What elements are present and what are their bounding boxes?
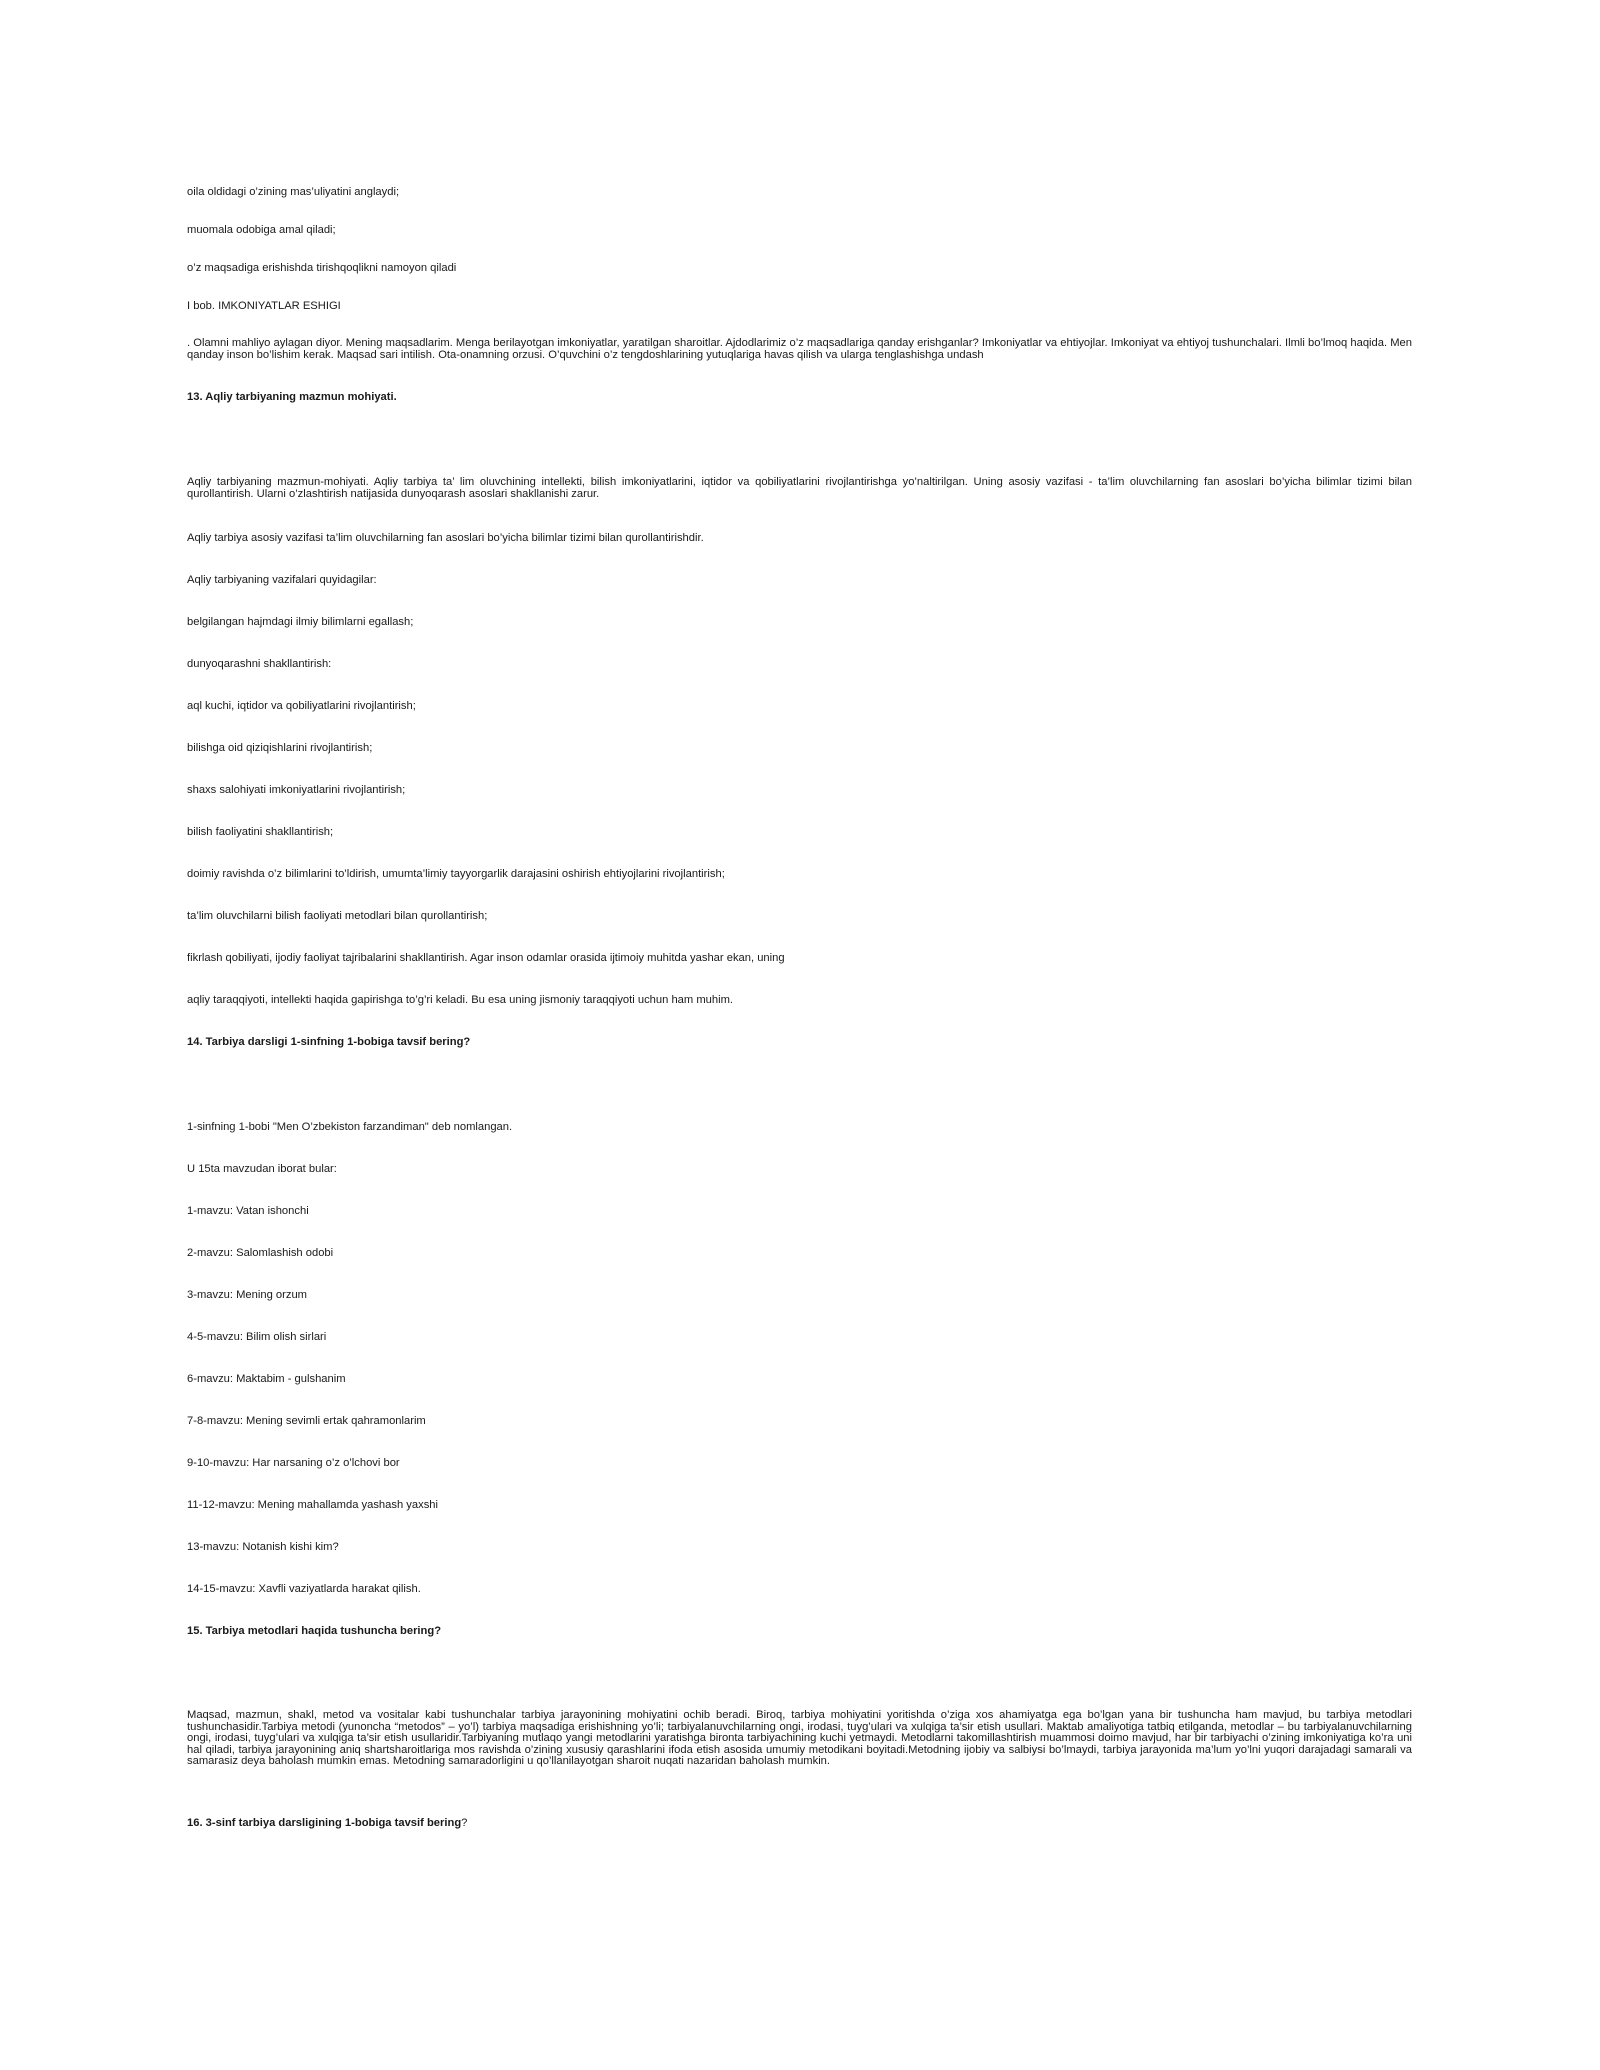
list-item: aql kuchi, iqtidor va qobiliyatlarini rivojlantirish; xyxy=(187,700,416,712)
section-heading-13: 13. Aqliy tarbiyaning mazmun mohiyati. xyxy=(187,391,397,403)
topic-item: 2-mavzu: Salomlashish odobi xyxy=(187,1247,334,1259)
topic-item: 6-mavzu: Maktabim - gulshanim xyxy=(187,1373,346,1385)
text-line: muomala odobiga amal qiladi; xyxy=(187,224,336,236)
topic-item: 4-5-mavzu: Bilim olish sirlari xyxy=(187,1331,327,1343)
section-15-paragraph: Maqsad, mazmun, shakl, metod va vositalar kabi tushunchalar tarbiya jarayonining mohiyatini ochib beradi. Biroq, tarbiya mohiyatini yoritishda o’ziga xos ahamiyatga ega bo’lgan yana bir tushuncha ham mavjud, bu tarbiya metodlari tushunchasidir.Tarbiya metodi (yunoncha “metodos” – yo’l) tarbiya maqsadiga erishishning yo’li; tarbiyalanuvchilarning ongi, irodasi, tuyg’ulari va xulqiga ta’sir etish usullari. Maktab amaliyotiga tatbiq etilganda, metodlar – bu tarbiyalanuvchilarning ongi, irodasi, tuyg’ulari va xulqiga ta’sir etish usullaridir.Tarbiyaning mutlaqo yangi metodlarini yaratishga bironta tarbiyachining kuchi yetmaydi. Metodlarni takomillashtirish muammosi doimo mavjud, har bir tarbiyachi o’zining imkoniyatiga ko’ra uni hal qiladi, tarbiya jarayonining aniq shartsharoitlariga mos ravishda o’zining xususiy qarashlarini ifoda etish asosida umumiy metodikani boyitadi.Metodning ijobiy va salbiysi bo’lmaydi, tarbiya jarayonida ma’lum yo’lni yuqori darajadagi samarali va samarasiz deya baholash mumkin emas. Metodning samaradorligini u qo’llanilayotgan sharoit nuqati nazaridan baholash mumkin. xyxy=(187,1709,1412,1767)
section-heading-14: 14. Tarbiya darsligi 1-sinfning 1-bobiga tavsif bering? xyxy=(187,1036,471,1048)
section-heading-16-text: 16. 3-sinf tarbiya darsligining 1-bobiga tavsif bering xyxy=(187,1817,462,1829)
topic-item: 11-12-mavzu: Mening mahallamda yashash yaxshi xyxy=(187,1499,439,1511)
text-line: o’z maqsadiga erishishda tirishqoqlikni namoyon qiladi xyxy=(187,262,457,274)
list-item: ta’lim oluvchilarni bilish faoliyati metodlari bilan qurollantirish; xyxy=(187,910,488,922)
topic-item: 1-mavzu: Vatan ishonchi xyxy=(187,1205,309,1217)
topic-item: 7-8-mavzu: Mening sevimli ertak qahramonlarim xyxy=(187,1415,426,1427)
text-line: oila oldidagi o’zining mas’uliyatini anglaydi; xyxy=(187,186,400,198)
section-heading-16 xyxy=(187,1817,1412,1830)
topic-item: 3-mavzu: Mening orzum xyxy=(187,1289,307,1301)
list-item: belgilangan hajmdagi ilmiy bilimlarni egallash; xyxy=(187,616,414,628)
text-line: Aqliy tarbiyaning vazifalari quyidagilar: xyxy=(187,574,377,586)
topic-item: 13-mavzu: Notanish kishi kim? xyxy=(187,1541,339,1553)
text-line: Aqliy tarbiya asosiy vazifasi ta’lim oluvchilarning fan asoslari bo’yicha bilimlar tizimi bilan qurollantirishdir. xyxy=(187,532,704,544)
chapter-heading: I bob. IMKONIYATLAR ESHIGI xyxy=(187,300,341,312)
question-mark: ? xyxy=(461,1817,468,1829)
list-item: shaxs salohiyati imkoniyatlarini rivojlantirish; xyxy=(187,784,406,796)
section-heading-15: 15. Tarbiya metodlari haqida tushuncha bering? xyxy=(187,1625,442,1637)
list-item: dunyoqarashni shakllantirish: xyxy=(187,658,332,670)
chapter-summary-paragraph: . Olamni mahliyo aylagan diyor. Mening maqsadlarim. Menga berilayotgan imkoniyatlar, yaratilgan sharoitlar. Ajdodlarimiz o’z maqsadlariga qanday erishganlar? Imkoniyatlar va ehtiyojlar. Imkoniyat va ehtiyoj tushunchalari. Ilmli bo’lmoq haqida. Men qanday inson bo’lishim kerak. Maqsad sari intilish. Ota-onamning orzusi. O’quvchini o’z tengdoshlarining yutuqlariga havas qilish va ularga tenglashishga undash xyxy=(187,337,1412,361)
topic-item: 14-15-mavzu: Xavfli vaziyatlarda harakat qilish. xyxy=(187,1583,421,1595)
text-line: aqliy taraqqiyoti, intellekti haqida gapirishga to’g’ri keladi. Bu esa uning jismoniy taraqqiyoti uchun ham muhim. xyxy=(187,994,733,1006)
section-13-paragraph: Aqliy tarbiyaning mazmun-mohiyati. Aqliy tarbiya ta’ lim oluvchining intellekti, bilish imkoniyatlarini, iqtidor va qobiliyatlarini rivojlantirishga yo’naltirilgan. Uning asosiy vazifasi - ta’lim oluvchilarning fan asoslari bo’yicha bilimlar tizimi bilan qurollantirish. Ularni o’zlashtirish natijasida dunyoqarash asoslari shakllanishi zarur. xyxy=(187,476,1412,500)
list-item: bilish faoliyatini shakllantirish; xyxy=(187,826,334,838)
topic-item: 9-10-mavzu: Har narsaning o’z o’lchovi bor xyxy=(187,1457,400,1469)
text-line: U 15ta mavzudan iborat bular: xyxy=(187,1163,337,1175)
list-item: doimiy ravishda o’z bilimlarini to’ldirish, umumta’limiy tayyorgarlik darajasini oshirish ehtiyojlarini rivojlantirish; xyxy=(187,868,725,880)
list-item: bilishga oid qiziqishlarini rivojlantirish; xyxy=(187,742,373,754)
list-item: fikrlash qobiliyati, ijodiy faoliyat tajribalarini shakllantirish. Agar inson odamlar orasida ijtimoiy muhitda yashar ekan, uning xyxy=(187,952,785,964)
text-line: 1-sinfning 1-bobi "Men O’zbekiston farzandiman" deb nomlangan. xyxy=(187,1121,513,1133)
